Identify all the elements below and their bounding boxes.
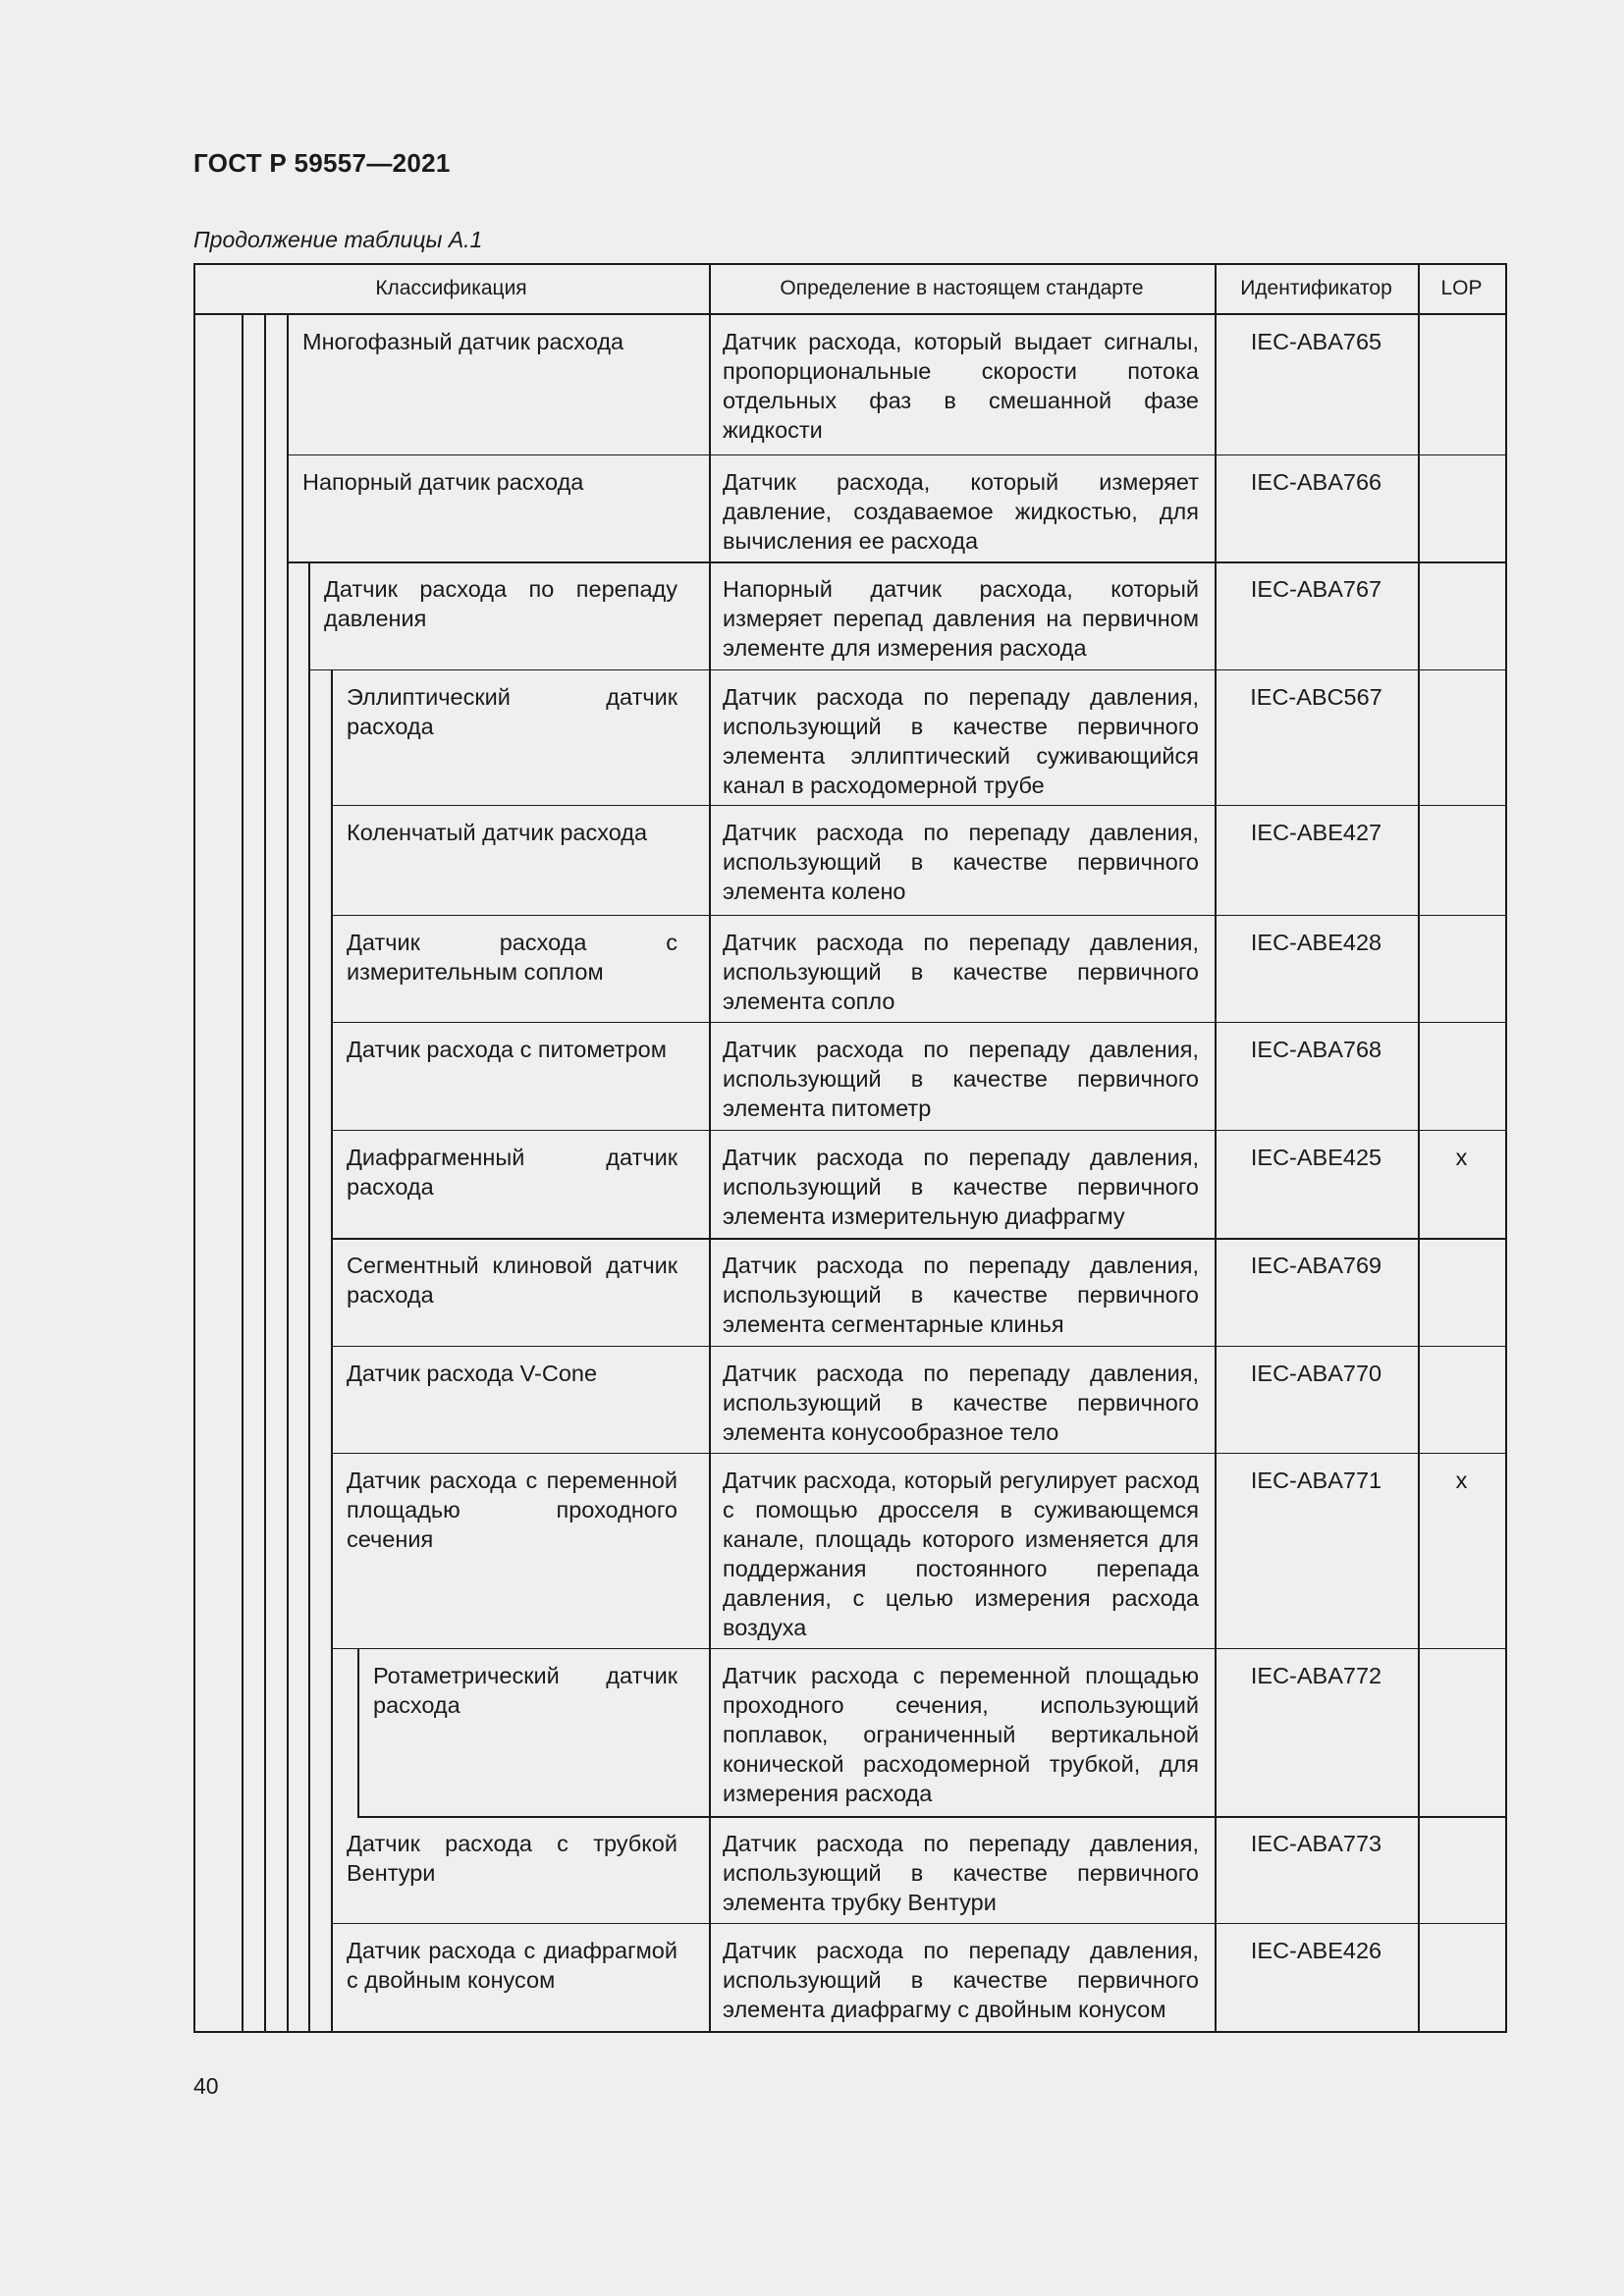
hierarchy-bar bbox=[242, 1346, 244, 1453]
row-separator bbox=[331, 805, 1505, 806]
hierarchy-bar bbox=[331, 669, 333, 805]
classification-name: Сегментный клиновой датчик расхода bbox=[347, 1253, 677, 1308]
hierarchy-bar bbox=[287, 1022, 289, 1130]
hierarchy-bar bbox=[264, 314, 266, 454]
hierarchy-bar bbox=[308, 1346, 310, 1453]
hierarchy-bar bbox=[242, 1648, 244, 1816]
hierarchy-bar bbox=[242, 915, 244, 1022]
hierarchy-bar bbox=[331, 1923, 333, 2031]
definition-text: Датчик расхода с переменной площадью проходного сечения, использующий поплавок, ограниченный вертикальной конической расходомерной трубкой, для измерения расхода bbox=[723, 1663, 1199, 1806]
classification-name: Ротаметрический датчик расхода bbox=[373, 1663, 677, 1718]
table-bottom-border bbox=[193, 2031, 1507, 2033]
hierarchy-bar bbox=[264, 454, 266, 561]
hierarchy-bar bbox=[242, 669, 244, 805]
identifier-code: IEC-ABE425 bbox=[1250, 1145, 1382, 1170]
hierarchy-bar bbox=[287, 805, 289, 915]
hierarchy-bar bbox=[242, 1453, 244, 1648]
hierarchy-bar bbox=[287, 314, 289, 454]
hierarchy-bar bbox=[287, 454, 289, 561]
identifier-code: IEC-ABA773 bbox=[1250, 1831, 1382, 1856]
definition-text: Датчик расхода по перепаду давления, использующий в качестве первичного элемента измерительную диафрагму bbox=[723, 1145, 1199, 1229]
column-header-classification: Классификация bbox=[375, 277, 527, 299]
definition-text: Датчик расхода, который измеряет давление, создаваемое жидкостью, для вычисления ее расхода bbox=[723, 469, 1199, 554]
hierarchy-bar bbox=[287, 1346, 289, 1453]
table-caption: Продолжение таблицы А.1 bbox=[193, 227, 483, 252]
identifier-code: IEC-ABA766 bbox=[1250, 469, 1382, 495]
identifier-code: IEC-ABA771 bbox=[1250, 1468, 1382, 1493]
classification-name: Датчик расхода по перепаду давления bbox=[324, 576, 677, 631]
column-header-lop: LOP bbox=[1440, 277, 1483, 299]
hierarchy-bar bbox=[287, 1453, 289, 1648]
definition-text: Датчик расхода по перепаду давления, использующий в качестве первичного элемента питометр bbox=[723, 1037, 1199, 1121]
row-separator bbox=[287, 561, 1505, 563]
hierarchy-bar bbox=[331, 1648, 333, 1816]
hierarchy-bar bbox=[287, 1130, 289, 1238]
hierarchy-bar bbox=[287, 1923, 289, 2031]
hierarchy-bar bbox=[242, 805, 244, 915]
hierarchy-bar bbox=[308, 1453, 310, 1648]
hierarchy-bar bbox=[287, 1238, 289, 1346]
row-separator bbox=[331, 915, 1505, 916]
identifier-code: IEC-ABA772 bbox=[1250, 1663, 1382, 1688]
hierarchy-bar bbox=[264, 1816, 266, 1923]
classification-name: Датчик расхода с питометром bbox=[347, 1037, 667, 1062]
hierarchy-bar bbox=[331, 1453, 333, 1648]
hierarchy-bar bbox=[242, 1816, 244, 1923]
definition-text: Датчик расхода, который регулирует расход с помощью дросселя в суживающемся канале, площадь которого изменяется для поддержания постоянного перепада давления, с целью измерения расхода воздуха bbox=[723, 1468, 1199, 1640]
definition-text: Напорный датчик расхода, который измеряет перепад давления на первичном элементе для измерения расхода bbox=[723, 576, 1199, 661]
hierarchy-bar bbox=[264, 669, 266, 805]
hierarchy-bar bbox=[264, 1238, 266, 1346]
column-header-identifier: Идентификатор bbox=[1240, 277, 1392, 299]
classification-name: Датчик расхода с диафрагмой с двойным конусом bbox=[347, 1938, 677, 1993]
lop-mark: x bbox=[1455, 1468, 1468, 1493]
hierarchy-bar bbox=[264, 1022, 266, 1130]
hierarchy-bar bbox=[331, 1022, 333, 1130]
document-code: ГОСТ Р 59557—2021 bbox=[193, 148, 451, 178]
row-separator bbox=[331, 1238, 1505, 1240]
identifier-code: IEC-ABA765 bbox=[1250, 329, 1382, 354]
row-separator bbox=[331, 1130, 1505, 1131]
definition-text: Датчик расхода по перепаду давления, использующий в качестве первичного элемента эллиптический суживающийся канал в расходомерной трубе bbox=[723, 684, 1199, 798]
hierarchy-bar bbox=[308, 1816, 310, 1923]
identifier-code: IEC-ABE426 bbox=[1250, 1938, 1382, 1963]
hierarchy-bar bbox=[331, 1238, 333, 1346]
row-separator bbox=[357, 1816, 1505, 1818]
lop-mark: x bbox=[1455, 1145, 1468, 1170]
row-separator bbox=[308, 669, 1505, 670]
identifier-code: IEC-ABE427 bbox=[1250, 820, 1382, 845]
hierarchy-bar bbox=[308, 1648, 310, 1816]
page-number: 40 bbox=[193, 2073, 219, 2099]
classification-name: Эллиптический датчик расхода bbox=[347, 684, 677, 739]
hierarchy-bar bbox=[308, 1923, 310, 2031]
identifier-code: IEC-ABA769 bbox=[1250, 1253, 1382, 1278]
classification-name: Коленчатый датчик расхода bbox=[347, 820, 648, 845]
hierarchy-bar bbox=[242, 454, 244, 561]
classification-name: Датчик расхода V-Cone bbox=[347, 1361, 598, 1386]
hierarchy-bar bbox=[308, 915, 310, 1022]
hierarchy-bar bbox=[331, 1130, 333, 1238]
hierarchy-bar bbox=[242, 314, 244, 454]
hierarchy-bar bbox=[264, 1453, 266, 1648]
identifier-code: IEC-ABA770 bbox=[1250, 1361, 1382, 1386]
hierarchy-bar bbox=[331, 915, 333, 1022]
definition-column-border bbox=[709, 263, 711, 2031]
hierarchy-bar bbox=[264, 915, 266, 1022]
classification-name: Датчик расхода с переменной площадью проходного сечения bbox=[347, 1468, 677, 1552]
table-top-border bbox=[193, 263, 1507, 265]
hierarchy-bar bbox=[308, 1238, 310, 1346]
column-header-definition: Определение в настоящем стандарте bbox=[780, 277, 1144, 299]
definition-text: Датчик расхода по перепаду давления, использующий в качестве первичного элемента сегментарные клинья bbox=[723, 1253, 1199, 1337]
hierarchy-bar bbox=[242, 1022, 244, 1130]
row-separator bbox=[287, 454, 1505, 455]
classification-name: Многофазный датчик расхода bbox=[302, 329, 624, 354]
hierarchy-bar bbox=[242, 1238, 244, 1346]
hierarchy-bar bbox=[287, 669, 289, 805]
identifier-code: IEC-ABA768 bbox=[1250, 1037, 1382, 1062]
row-separator bbox=[331, 1346, 1505, 1347]
hierarchy-bar bbox=[331, 805, 333, 915]
table-right-border bbox=[1505, 263, 1507, 2033]
definition-text: Датчик расхода по перепаду давления, использующий в качестве первичного элемента диафрагму с двойным конусом bbox=[723, 1938, 1199, 2022]
hierarchy-bar bbox=[242, 1130, 244, 1238]
hierarchy-bar bbox=[264, 1648, 266, 1816]
hierarchy-bar bbox=[308, 1022, 310, 1130]
hierarchy-bar bbox=[242, 561, 244, 669]
definition-text: Датчик расхода по перепаду давления, использующий в качестве первичного элемента колено bbox=[723, 820, 1199, 904]
classification-name: Напорный датчик расхода bbox=[302, 469, 584, 495]
hierarchy-bar bbox=[264, 1130, 266, 1238]
definition-text: Датчик расхода по перепаду давления, использующий в качестве первичного элемента конусообразное тело bbox=[723, 1361, 1199, 1445]
hierarchy-bar bbox=[264, 561, 266, 669]
identifier-code: IEC-ABA767 bbox=[1250, 576, 1382, 602]
row-separator bbox=[331, 1648, 1505, 1649]
hierarchy-bar bbox=[308, 1130, 310, 1238]
hierarchy-bar bbox=[308, 561, 310, 669]
row-separator bbox=[331, 1923, 1505, 1924]
table-left-border bbox=[193, 263, 195, 2033]
identifier-code: IEC-ABC567 bbox=[1250, 684, 1382, 710]
hierarchy-bar bbox=[242, 1923, 244, 2031]
hierarchy-bar bbox=[331, 1346, 333, 1453]
hierarchy-bar bbox=[287, 1816, 289, 1923]
classification-name: Датчик расхода с трубкой Вентури bbox=[347, 1831, 677, 1886]
hierarchy-bar bbox=[264, 1923, 266, 2031]
hierarchy-bar bbox=[287, 1648, 289, 1816]
definition-text: Датчик расхода, который выдает сигналы, пропорциональные скорости потока отдельных фаз в смешанной фазе жидкости bbox=[723, 329, 1199, 443]
hierarchy-bar bbox=[331, 1816, 333, 1923]
row-separator bbox=[331, 1453, 1505, 1454]
header-bottom-border bbox=[193, 313, 1507, 315]
row-separator bbox=[331, 1022, 1505, 1023]
hierarchy-bar bbox=[287, 915, 289, 1022]
hierarchy-bar bbox=[357, 1648, 359, 1816]
identifier-code: IEC-ABE428 bbox=[1250, 930, 1382, 955]
hierarchy-bar bbox=[287, 561, 289, 669]
hierarchy-bar bbox=[308, 669, 310, 805]
classification-name: Датчик расхода с измерительным соплом bbox=[347, 930, 677, 985]
hierarchy-bar bbox=[308, 805, 310, 915]
hierarchy-bar bbox=[264, 805, 266, 915]
definition-text: Датчик расхода по перепаду давления, использующий в качестве первичного элемента трубку Вентури bbox=[723, 1831, 1199, 1915]
classification-name: Диафрагменный датчик расхода bbox=[347, 1145, 677, 1200]
definition-text: Датчик расхода по перепаду давления, использующий в качестве первичного элемента сопло bbox=[723, 930, 1199, 1014]
hierarchy-bar bbox=[264, 1346, 266, 1453]
